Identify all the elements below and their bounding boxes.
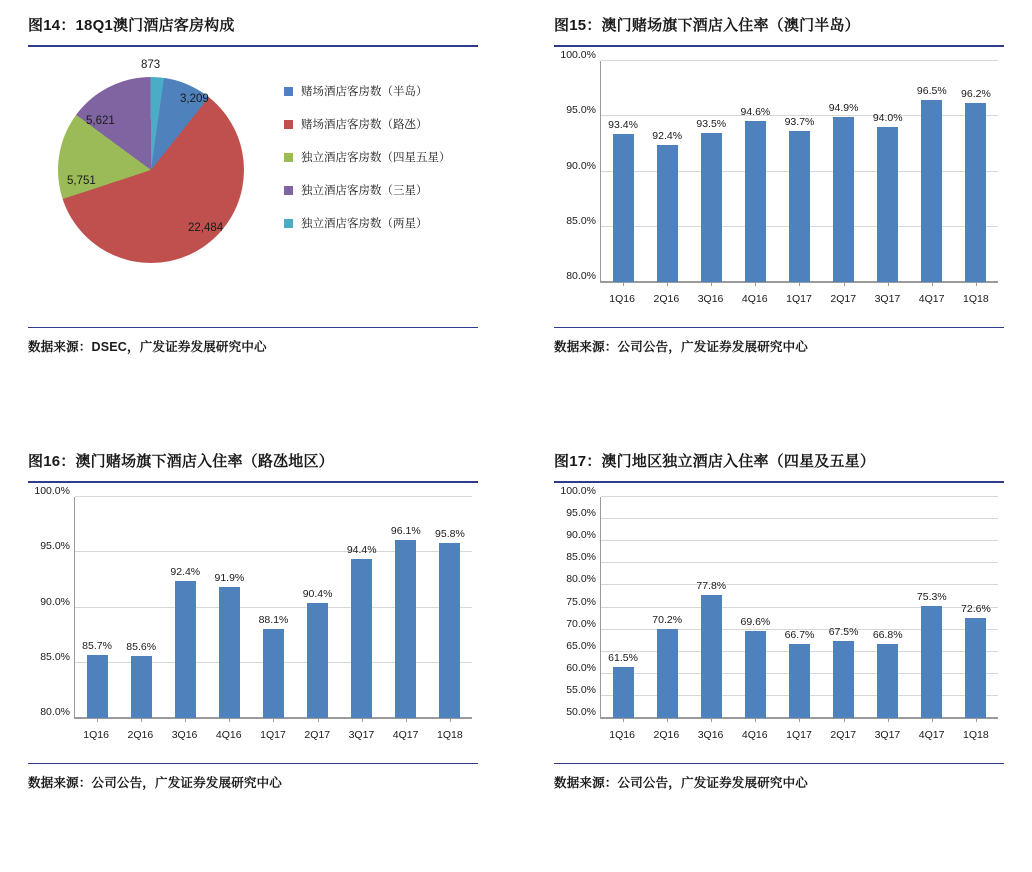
bar [833,117,854,282]
legend-swatch-icon [284,120,293,129]
figure-panel-15 [526,0,1032,436]
bar [921,100,942,282]
x-axis-tick-label: 4Q17 [918,729,945,741]
bar-slot [645,497,689,718]
bar-slot [340,497,384,718]
bar-slot [733,61,777,282]
x-axis-tick-label: 4Q16 [741,729,768,741]
pie-value-label-873: 873 [141,59,161,71]
y-axis-tick-label: 100.0% [560,485,596,497]
x-axis-tick [273,718,274,722]
bar-series [601,61,998,282]
chart-area-14 [28,47,478,327]
y-axis-tick-label: 80.0% [566,573,596,586]
bar-slot [296,497,340,718]
pie-value-label-3209: 3,209 [180,93,209,105]
bar-slot [866,497,910,718]
page-title-17: 图17：澳门地区独立酒店入住率（四星及五星） [554,453,876,470]
x-axis-tick [844,282,845,286]
x-axis-tick [450,718,451,722]
x-axis-tick-label: 2Q16 [653,729,680,741]
x-axis-tick-label: 3Q16 [697,729,724,741]
bar-slot [384,497,428,718]
x-axis-tick-label: 4Q17 [918,293,945,305]
bar-slot [910,61,954,282]
page-title-16: 图16：澳门赌场旗下酒店入住率（路氹地区） [28,453,334,470]
y-axis-tick-label: 100.0% [34,485,70,497]
pie-value-label-5751: 5,751 [67,175,96,187]
bar-slot [733,497,777,718]
bar [921,606,942,718]
bar-slot [822,497,866,718]
bar-slot [601,61,645,282]
bar [613,667,634,718]
bar-value-label: 75.3% [916,591,947,604]
pie-value-label-5621: 5,621 [86,115,115,127]
y-axis-tick-label: 50.0% [566,706,596,718]
bar [789,644,810,718]
legend-swatch-icon [284,153,293,162]
figure-panel-17 [526,436,1032,872]
x-axis-tick [623,282,624,286]
bar [613,134,634,282]
y-axis-tick-label: 90.0% [566,159,596,172]
bar-series [75,497,472,718]
y-axis-tick-label: 70.0% [566,617,596,630]
bar-value-label: 66.8% [872,628,903,641]
bar-value-label: 96.5% [916,84,947,97]
bar-chart-15 [554,47,1004,319]
source-note-14: 数据来源：DSEC，广发证券发展研究中心 [28,340,267,354]
bar [965,103,986,282]
legend-label: 赌场酒店客房数（半岛） [301,86,428,98]
legend-label: 独立酒店客房数（四星五星） [301,152,451,164]
bar [833,641,854,718]
x-axis-tick [888,282,889,286]
figure-panel-16 [0,436,506,872]
bar [87,655,108,718]
bar-value-label: 93.4% [608,118,638,131]
x-axis-tick [229,718,230,722]
y-axis-tick-label: 90.0% [40,595,70,608]
bar-slot [251,497,295,718]
bar-slot [163,497,207,718]
bar-value-label: 96.1% [390,525,421,538]
figure-panel-14 [0,0,506,436]
y-axis-tick-label: 85.0% [566,214,596,227]
bar [263,629,284,719]
x-axis-tick [711,718,712,722]
x-axis-tick [844,718,845,722]
x-axis-tick [318,718,319,722]
chart-area-17 [554,483,1004,763]
y-axis-tick-label: 85.0% [566,551,596,564]
bar-slot [866,61,910,282]
bar-value-label: 67.5% [828,625,859,638]
x-axis-tick [932,718,933,722]
y-axis-tick-label: 55.0% [566,683,596,696]
x-axis-tick [623,718,624,722]
x-axis-tick [799,282,800,286]
y-axis-tick-label: 90.0% [566,529,596,542]
y-axis-tick-label: 95.0% [566,104,596,117]
legend-label: 赌场酒店客房数（路氹） [301,119,428,131]
legend-swatch-icon [284,87,293,96]
legend-label: 独立酒店客房数（三星） [301,185,428,197]
legend-item [284,83,451,99]
bar-value-label: 94.4% [346,543,377,556]
x-axis-tick [755,718,756,722]
bar-value-label: 92.4% [170,565,201,578]
y-axis-tick-label: 80.0% [40,706,70,718]
bar-value-label: 69.6% [740,616,771,629]
bar-value-label: 85.7% [82,640,112,653]
x-axis-tick-label: 1Q16 [83,729,109,741]
pie-chart-14 [28,47,478,327]
bar [965,618,986,718]
x-axis-tick [976,282,977,286]
x-axis-tick [97,718,98,722]
bar-value-label: 88.1% [258,613,289,626]
x-axis-tick-label: 1Q17 [260,729,286,741]
bar-value-label: 94.0% [872,112,903,125]
bar [789,131,810,282]
bar [701,595,722,718]
x-axis-tick [755,282,756,286]
x-axis-tick [667,718,668,722]
bar-value-label: 92.4% [652,129,683,142]
bar-value-label: 77.8% [696,580,727,593]
x-axis-tick [667,282,668,286]
x-axis-tick-label: 1Q17 [786,293,812,305]
x-axis-tick-label: 1Q18 [963,729,989,741]
x-axis-tick [976,718,977,722]
bar-slot [119,497,163,718]
bar-chart-16 [28,483,478,755]
bar [745,631,766,718]
bar-slot [645,61,689,282]
bar-value-label: 93.5% [696,117,727,130]
bar [701,133,722,282]
x-axis-tick [888,718,889,722]
bar-slot [689,61,733,282]
pie-value-label-22484: 22,484 [188,222,224,234]
y-axis-tick-label: 85.0% [40,650,70,663]
legend-item [284,215,451,231]
bar-slot [777,61,821,282]
page-title-14: 图14：18Q1澳门酒店客房构成 [28,17,235,34]
bar-slot [822,61,866,282]
chart-area-16 [28,483,478,763]
source-note-15: 数据来源：公司公告，广发证券发展研究中心 [554,340,809,354]
x-axis-tick [141,718,142,722]
source-note-17: 数据来源：公司公告，广发证券发展研究中心 [554,776,809,790]
plot-area [34,485,472,719]
bar-slot [75,497,119,718]
x-axis-tick-label: 4Q17 [392,729,419,741]
bar-chart-17 [554,483,1004,755]
bar-value-label: 96.2% [961,88,991,100]
chart-area-15 [554,47,1004,327]
pie-legend [284,83,451,248]
bar [351,559,372,718]
x-axis-labels [600,293,998,305]
x-axis-tick-label: 2Q17 [304,729,331,741]
legend-item [284,182,451,198]
legend-item [284,149,451,165]
legend-item [284,116,451,132]
x-axis-tick-label: 2Q17 [830,729,857,741]
x-axis-tick-label: 2Q16 [653,293,680,305]
x-axis-tick-label: 1Q18 [963,293,989,305]
x-axis-tick-label: 2Q17 [830,293,857,305]
bar [877,127,898,282]
bar [745,121,766,282]
bar-slot [954,497,998,718]
x-axis-tick-label: 3Q16 [697,293,724,305]
bar-slot [910,497,954,718]
x-axis-tick-label: 1Q18 [437,729,463,741]
bar-value-label: 94.9% [828,102,859,115]
x-axis-tick [362,718,363,722]
x-axis-labels [74,729,472,741]
source-note-16: 数据来源：公司公告，广发证券发展研究中心 [28,776,283,790]
bar-value-label: 72.6% [961,603,991,616]
bar-slot [601,497,645,718]
x-axis-labels [600,729,998,741]
bar-value-label: 90.4% [302,588,333,601]
bar [175,581,196,718]
bar [439,543,460,718]
bar-value-label: 95.8% [435,528,465,541]
y-axis-tick-label: 100.0% [560,49,596,61]
x-axis-tick [932,282,933,286]
bar-value-label: 70.2% [652,613,683,626]
pie-graphic [58,77,244,263]
x-axis-tick-label: 1Q16 [609,293,635,305]
x-axis-tick [711,282,712,286]
x-axis-tick-label: 3Q16 [171,729,198,741]
bar-slot [207,497,251,718]
x-axis-tick-label: 1Q17 [786,729,812,741]
y-axis-tick-label: 95.0% [566,507,596,520]
bar-value-label: 93.7% [784,115,815,128]
plot-area [560,49,998,283]
x-axis-tick [185,718,186,722]
x-axis-tick-label: 2Q16 [127,729,154,741]
x-axis-tick-label: 4Q16 [741,293,768,305]
bar [877,644,898,718]
y-axis-tick-label: 65.0% [566,639,596,652]
bar-slot [777,497,821,718]
x-axis-tick-label: 3Q17 [874,293,901,305]
y-axis-tick-label: 95.0% [40,540,70,553]
x-axis-tick-label: 3Q17 [348,729,375,741]
bar [395,540,416,718]
bar-slot [689,497,733,718]
bar-slot [428,497,472,718]
x-axis-tick [406,718,407,722]
y-axis-tick-label: 80.0% [566,270,596,282]
bar-slot [954,61,998,282]
page-title-15: 图15：澳门赌场旗下酒店入住率（澳门半岛） [554,17,860,34]
bar [657,145,678,282]
x-axis-tick-label: 4Q16 [215,729,242,741]
legend-swatch-icon [284,219,293,228]
bar-value-label: 91.9% [214,571,245,584]
bar-series [601,497,998,718]
plot-area [560,485,998,719]
bar [131,656,152,718]
y-axis-tick-label: 60.0% [566,661,596,674]
y-axis-tick-label: 75.0% [566,595,596,608]
bar [307,603,328,718]
bar [219,587,240,718]
bar-value-label: 66.7% [784,629,815,642]
legend-label: 独立酒店客房数（两星） [301,218,428,230]
bar-value-label: 85.6% [126,641,157,654]
x-axis-tick-label: 1Q16 [609,729,635,741]
x-axis-tick-label: 3Q17 [874,729,901,741]
bar [657,629,678,718]
bar-value-label: 61.5% [608,652,638,665]
x-axis-tick [799,718,800,722]
bar-value-label: 94.6% [740,105,771,118]
legend-swatch-icon [284,186,293,195]
